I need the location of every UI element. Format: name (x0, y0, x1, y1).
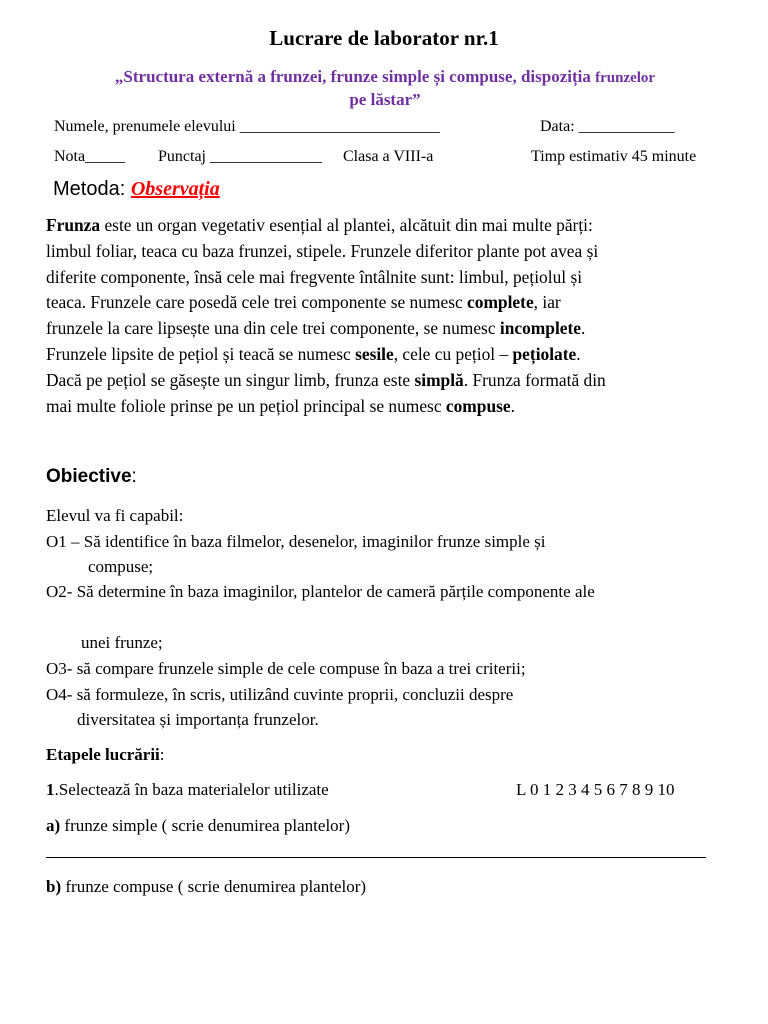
objective-o4-line2: diversitatea și importanța frunzelor. (77, 710, 319, 729)
method-label: Metoda (53, 178, 120, 200)
method-value: Observația (130, 178, 220, 200)
objectives-intro: Elevul va fi capabil: (46, 506, 184, 525)
objective-o3: O3- să compare frunzele simple de cele compuse în baza a trei criterii; (46, 659, 526, 678)
intro-paragraph: Frunza este un organ vegetativ esențial al plantei, alcătuit din mai multe părți: limbul foliar, teaca cu baza frunzei, stipele. Frunzele diferitor plante pot avea și diferite componente, însă cele mai fregvente întâlnite sunt: limbul, pețiolul și teaca. Frunzele care posedă cele trei componente se numesc complete, iar frunzele la care lipsește una din cele trei componente, se numesc incomplete. Frunzele lipsite de pețiol și teacă se numesc sesile, cele cu pețiol – pețiolate. Dacă pe pețiol se găsește un singur limb, frunza este simplă. Frunza formată din mai multe foliole prinse pe un pețiol principal se numesc compuse. (46, 215, 606, 416)
steps-heading: Etapele lucrării: (46, 745, 165, 764)
page-subtitle (40, 66, 730, 110)
method-line: Metoda: Observația (53, 178, 220, 200)
objective-o4-line1: O4- să formuleze, în scris, utilizând cuvinte proprii, concluzii despre (46, 685, 514, 704)
answer-line-a[interactable] (46, 857, 706, 858)
objectives-heading: Obiective: (46, 466, 137, 487)
objective-o2-line2: unei frunze; (81, 633, 163, 652)
student-name-field[interactable]: Numele, prenumele elevului _________________________ (54, 118, 440, 135)
step-a: a) frunze simple ( scrie denumirea plantelor) (46, 816, 350, 835)
time-label: Timp estimativ 45 minute (531, 148, 697, 165)
step-1: 1.Selectează în baza materialelor utilizate (46, 780, 329, 799)
step-1-score-scale: L 0 1 2 3 4 5 6 7 8 9 10 (516, 780, 675, 799)
subtitle-line1-small: frunzelor (595, 70, 656, 86)
page-title: Lucrare de laborator nr.1 (269, 26, 499, 50)
subtitle-line1: „Structura externă a frunzei, frunze simple și compuse, dispoziția (114, 67, 591, 86)
step-b: b) frunze compuse ( scrie denumirea plantelor) (46, 877, 367, 896)
grade-field[interactable]: Nota_____ (54, 148, 126, 165)
objective-o1-line2: compuse; (88, 557, 154, 576)
objective-o1-line1: O1 – Să identifice în baza filmelor, desenelor, imaginilor frunze simple și (46, 532, 546, 551)
class-label: Clasa a VIII-a (343, 148, 434, 165)
subtitle-line2: pe lăstar” (349, 90, 421, 109)
objective-o2-line1: O2- Să determine în baza imaginilor, plantelor de cameră părțile componente ale (46, 582, 595, 601)
score-field[interactable]: Punctaj ______________ (158, 148, 322, 165)
date-field[interactable]: Data: ____________ (540, 118, 675, 135)
